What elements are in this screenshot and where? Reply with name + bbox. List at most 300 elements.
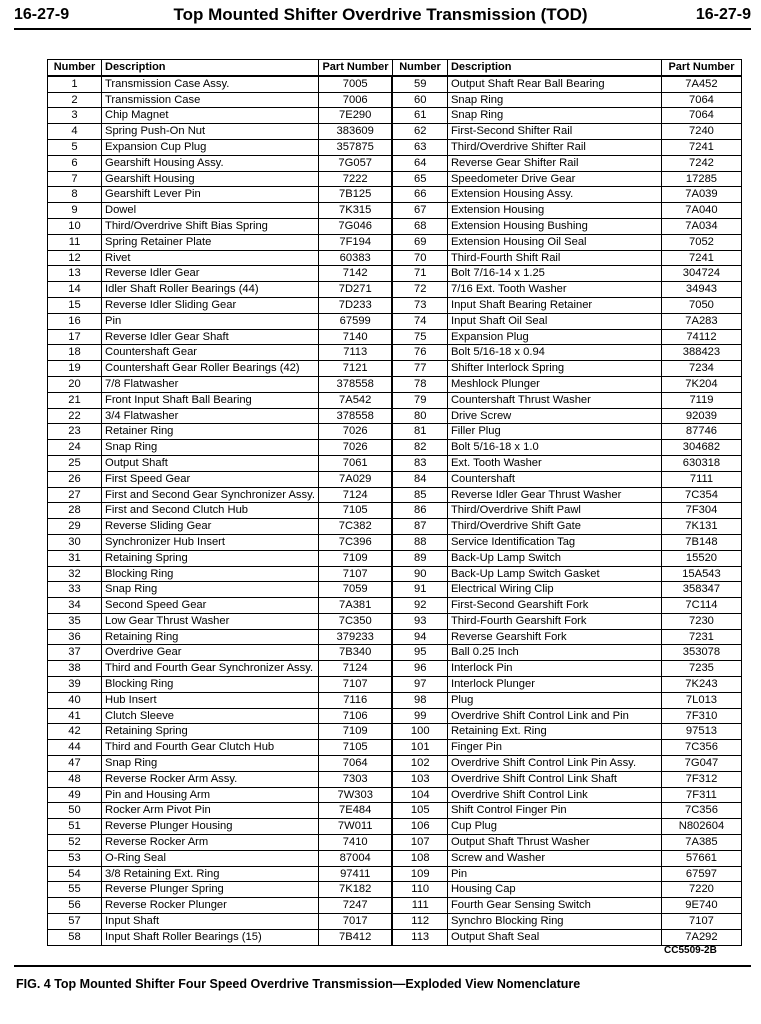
table-row <box>48 440 742 456</box>
item-number: 28 <box>48 503 102 519</box>
part-number: 7F311 <box>661 787 741 803</box>
item-description: First and Second Clutch Hub <box>102 503 319 519</box>
item-description: Low Gear Thrust Washer <box>102 613 319 629</box>
part-number: 7107 <box>318 677 392 693</box>
item-description: Idler Shaft Roller Bearings (44) <box>102 282 319 298</box>
part-number: 357875 <box>318 139 392 155</box>
table-row <box>48 566 742 582</box>
item-number: 14 <box>48 282 102 298</box>
part-number: 7C356 <box>661 803 741 819</box>
part-number: 353078 <box>661 645 741 661</box>
table-row <box>48 234 742 250</box>
item-number: 98 <box>392 692 447 708</box>
item-number: 107 <box>392 835 447 851</box>
item-description: Retaining Spring <box>102 724 319 740</box>
item-number: 47 <box>48 756 102 772</box>
item-number: 40 <box>48 692 102 708</box>
item-description: Overdrive Shift Control Link Shaft <box>447 771 661 787</box>
item-description: Blocking Ring <box>102 677 319 693</box>
item-number: 86 <box>392 503 447 519</box>
item-number: 100 <box>392 724 447 740</box>
item-description: Input Shaft Roller Bearings (15) <box>102 929 319 945</box>
part-number: 388423 <box>661 345 741 361</box>
item-number: 94 <box>392 629 447 645</box>
part-number: 7026 <box>318 440 392 456</box>
item-number: 68 <box>392 218 447 234</box>
item-description: Bolt 5/16-18 x 1.0 <box>447 440 661 456</box>
part-number: 7K315 <box>318 203 392 219</box>
item-number: 96 <box>392 661 447 677</box>
part-number: 7C356 <box>661 740 741 756</box>
part-number: 7064 <box>661 108 741 124</box>
item-description: Spring Push-On Nut <box>102 124 319 140</box>
item-number: 108 <box>392 850 447 866</box>
table-row <box>48 882 742 898</box>
item-number: 73 <box>392 297 447 313</box>
part-number: 7E290 <box>318 108 392 124</box>
item-number: 49 <box>48 787 102 803</box>
item-description: Spring Retainer Plate <box>102 234 319 250</box>
part-number: 7142 <box>318 266 392 282</box>
part-number: 7D233 <box>318 297 392 313</box>
item-number: 18 <box>48 345 102 361</box>
part-number: 67599 <box>318 313 392 329</box>
figure-caption: FIG. 4 Top Mounted Shifter Four Speed Overdrive Transmission—Exploded View Nomenclature <box>16 977 581 991</box>
part-number: 7C382 <box>318 519 392 535</box>
part-number: 7A040 <box>661 203 741 219</box>
item-number: 82 <box>392 440 447 456</box>
table-row <box>48 361 742 377</box>
item-description: 3/4 Flatwasher <box>102 408 319 424</box>
item-number: 90 <box>392 566 447 582</box>
item-description: Bolt 5/16-18 x 0.94 <box>447 345 661 361</box>
item-number: 34 <box>48 598 102 614</box>
part-number: 358347 <box>661 582 741 598</box>
part-number: 7140 <box>318 329 392 345</box>
item-description: Transmission Case <box>102 92 319 108</box>
part-number: 7241 <box>661 139 741 155</box>
item-number: 109 <box>392 866 447 882</box>
part-number: 7E484 <box>318 803 392 819</box>
item-description: Output Shaft Thrust Washer <box>447 835 661 851</box>
item-number: 57 <box>48 914 102 930</box>
part-number: 7061 <box>318 455 392 471</box>
item-number: 29 <box>48 519 102 535</box>
table-row <box>48 408 742 424</box>
item-description: Interlock Pin <box>447 661 661 677</box>
item-description: Third and Fourth Gear Clutch Hub <box>102 740 319 756</box>
item-description: Cup Plug <box>447 819 661 835</box>
part-number: 7235 <box>661 661 741 677</box>
item-number: 91 <box>392 582 447 598</box>
item-description: Drive Screw <box>447 408 661 424</box>
item-description: Service Identification Tag <box>447 534 661 550</box>
part-number: 7B125 <box>318 187 392 203</box>
page-title: Top Mounted Shifter Overdrive Transmission (TOD) <box>173 5 588 24</box>
item-description: Output Shaft Seal <box>447 929 661 945</box>
item-description: Ball 0.25 Inch <box>447 645 661 661</box>
part-number: 7106 <box>318 708 392 724</box>
part-number: 7124 <box>318 487 392 503</box>
item-number: 71 <box>392 266 447 282</box>
item-number: 55 <box>48 882 102 898</box>
part-number: 7005 <box>318 76 392 92</box>
table-row <box>48 787 742 803</box>
column-header: Number <box>48 60 102 76</box>
item-description: First and Second Gear Synchronizer Assy. <box>102 487 319 503</box>
item-description: Output Shaft Rear Ball Bearing <box>447 76 661 92</box>
item-description: Countershaft Thrust Washer <box>447 392 661 408</box>
item-number: 35 <box>48 613 102 629</box>
part-number: 7247 <box>318 898 392 914</box>
table-row <box>48 708 742 724</box>
item-number: 20 <box>48 376 102 392</box>
item-number: 32 <box>48 566 102 582</box>
part-number: 92039 <box>661 408 741 424</box>
item-description: Plug <box>447 692 661 708</box>
item-number: 80 <box>392 408 447 424</box>
item-description: Shifter Interlock Spring <box>447 361 661 377</box>
item-description: Transmission Case Assy. <box>102 76 319 92</box>
part-number: 7410 <box>318 835 392 851</box>
part-number: 7K243 <box>661 677 741 693</box>
item-description: Output Shaft <box>102 455 319 471</box>
item-number: 50 <box>48 803 102 819</box>
table-row <box>48 155 742 171</box>
item-description: Electrical Wiring Clip <box>447 582 661 598</box>
item-description: Rivet <box>102 250 319 266</box>
part-number: 7109 <box>318 724 392 740</box>
table-row <box>48 850 742 866</box>
part-number: 7124 <box>318 661 392 677</box>
item-number: 66 <box>392 187 447 203</box>
item-number: 19 <box>48 361 102 377</box>
item-description: Third/Overdrive Shift Pawl <box>447 503 661 519</box>
item-description: Retainer Ring <box>102 424 319 440</box>
part-number: 379233 <box>318 629 392 645</box>
part-number: 7105 <box>318 740 392 756</box>
part-number: 7K182 <box>318 882 392 898</box>
part-number: 7L013 <box>661 692 741 708</box>
part-number: 378558 <box>318 408 392 424</box>
table-row <box>48 297 742 313</box>
page-number-right: 16-27-9 <box>695 6 751 23</box>
part-number: 7222 <box>318 171 392 187</box>
table-row <box>48 392 742 408</box>
item-description: Expansion Plug <box>447 329 661 345</box>
item-description: Back-Up Lamp Switch Gasket <box>447 566 661 582</box>
part-number: 7111 <box>661 471 741 487</box>
part-number: 630318 <box>661 455 741 471</box>
item-description: Synchronizer Hub Insert <box>102 534 319 550</box>
item-description: Reverse Plunger Housing <box>102 819 319 835</box>
part-number: 7G046 <box>318 218 392 234</box>
part-number: 7050 <box>661 297 741 313</box>
item-description: Extension Housing Bushing <box>447 218 661 234</box>
item-number: 38 <box>48 661 102 677</box>
item-description: Meshlock Plunger <box>447 376 661 392</box>
table-row <box>48 645 742 661</box>
item-description: Reverse Idler Gear <box>102 266 319 282</box>
part-number: 7B412 <box>318 929 392 945</box>
item-description: Second Speed Gear <box>102 598 319 614</box>
item-description: Housing Cap <box>447 882 661 898</box>
part-number: 87746 <box>661 424 741 440</box>
part-number: 60383 <box>318 250 392 266</box>
item-number: 67 <box>392 203 447 219</box>
part-number: 7A542 <box>318 392 392 408</box>
table-row <box>48 250 742 266</box>
table-row <box>48 139 742 155</box>
part-number: 7064 <box>318 756 392 772</box>
caption-rule <box>14 965 751 967</box>
item-number: 106 <box>392 819 447 835</box>
item-number: 51 <box>48 819 102 835</box>
item-number: 39 <box>48 677 102 693</box>
part-number: 7K204 <box>661 376 741 392</box>
part-number: 383609 <box>318 124 392 140</box>
part-number: 7F194 <box>318 234 392 250</box>
item-number: 95 <box>392 645 447 661</box>
header-rule <box>14 28 751 30</box>
item-description: Reverse Rocker Arm <box>102 835 319 851</box>
item-description: Reverse Rocker Arm Assy. <box>102 771 319 787</box>
item-number: 27 <box>48 487 102 503</box>
part-number: 7109 <box>318 550 392 566</box>
item-number: 17 <box>48 329 102 345</box>
item-number: 33 <box>48 582 102 598</box>
part-number: 7241 <box>661 250 741 266</box>
part-number: 304724 <box>661 266 741 282</box>
part-number: 7026 <box>318 424 392 440</box>
table-row <box>48 313 742 329</box>
table-body <box>48 76 742 945</box>
page-number-left: 16-27-9 <box>14 6 70 23</box>
item-number: 15 <box>48 297 102 313</box>
item-description: First-Second Gearshift Fork <box>447 598 661 614</box>
part-number: 7B148 <box>661 534 741 550</box>
item-description: Countershaft Gear <box>102 345 319 361</box>
item-number: 44 <box>48 740 102 756</box>
item-description: 7/16 Ext. Tooth Washer <box>447 282 661 298</box>
part-number: 7G057 <box>318 155 392 171</box>
part-number: 7F304 <box>661 503 741 519</box>
table-row <box>48 471 742 487</box>
part-number: 7220 <box>661 882 741 898</box>
table-row <box>48 550 742 566</box>
item-description: O-Ring Seal <box>102 850 319 866</box>
item-number: 37 <box>48 645 102 661</box>
item-description: Front Input Shaft Ball Bearing <box>102 392 319 408</box>
table-row <box>48 724 742 740</box>
part-number: 7017 <box>318 914 392 930</box>
item-number: 112 <box>392 914 447 930</box>
item-number: 101 <box>392 740 447 756</box>
item-description: Snap Ring <box>102 440 319 456</box>
part-number: 7052 <box>661 234 741 250</box>
item-description: Input Shaft <box>102 914 319 930</box>
table-row <box>48 756 742 772</box>
item-number: 54 <box>48 866 102 882</box>
part-number: 7105 <box>318 503 392 519</box>
item-number: 16 <box>48 313 102 329</box>
item-number: 75 <box>392 329 447 345</box>
item-description: Third-Fourth Shift Rail <box>447 250 661 266</box>
item-number: 59 <box>392 76 447 92</box>
item-description: Ext. Tooth Washer <box>447 455 661 471</box>
item-description: 3/8 Retaining Ext. Ring <box>102 866 319 882</box>
item-number: 36 <box>48 629 102 645</box>
part-number: 7A039 <box>661 187 741 203</box>
part-number: 17285 <box>661 171 741 187</box>
table-row <box>48 914 742 930</box>
item-description: Expansion Cup Plug <box>102 139 319 155</box>
table-row <box>48 771 742 787</box>
item-description: Finger Pin <box>447 740 661 756</box>
part-number: 7C350 <box>318 613 392 629</box>
part-number: 7F310 <box>661 708 741 724</box>
item-description: Clutch Sleeve <box>102 708 319 724</box>
item-number: 111 <box>392 898 447 914</box>
item-number: 103 <box>392 771 447 787</box>
item-number: 93 <box>392 613 447 629</box>
item-number: 30 <box>48 534 102 550</box>
item-number: 63 <box>392 139 447 155</box>
item-number: 72 <box>392 282 447 298</box>
item-number: 48 <box>48 771 102 787</box>
item-description: Gearshift Housing <box>102 171 319 187</box>
table-row <box>48 819 742 835</box>
item-number: 26 <box>48 471 102 487</box>
part-number: 87004 <box>318 850 392 866</box>
table-row <box>48 266 742 282</box>
item-description: First Speed Gear <box>102 471 319 487</box>
item-number: 4 <box>48 124 102 140</box>
part-number: 7113 <box>318 345 392 361</box>
table-row <box>48 329 742 345</box>
table-row <box>48 424 742 440</box>
item-description: Retaining Ext. Ring <box>447 724 661 740</box>
part-number: 378558 <box>318 376 392 392</box>
table-row <box>48 345 742 361</box>
item-description: Rocker Arm Pivot Pin <box>102 803 319 819</box>
table-row <box>48 124 742 140</box>
part-number: 34943 <box>661 282 741 298</box>
item-description: Snap Ring <box>447 108 661 124</box>
table-row <box>48 76 742 92</box>
part-number: 7C354 <box>661 487 741 503</box>
item-number: 53 <box>48 850 102 866</box>
table-row <box>48 187 742 203</box>
item-description: 7/8 Flatwasher <box>102 376 319 392</box>
part-number: 74112 <box>661 329 741 345</box>
item-number: 64 <box>392 155 447 171</box>
part-number: 7B340 <box>318 645 392 661</box>
item-number: 6 <box>48 155 102 171</box>
item-number: 41 <box>48 708 102 724</box>
part-number: 7303 <box>318 771 392 787</box>
item-description: Pin <box>447 866 661 882</box>
item-number: 77 <box>392 361 447 377</box>
item-description: Reverse Idler Gear Thrust Washer <box>447 487 661 503</box>
table-row <box>48 929 742 945</box>
item-number: 13 <box>48 266 102 282</box>
item-description: Overdrive Shift Control Link <box>447 787 661 803</box>
item-number: 110 <box>392 882 447 898</box>
item-number: 8 <box>48 187 102 203</box>
part-number: 7064 <box>661 92 741 108</box>
item-description: Pin <box>102 313 319 329</box>
item-number: 65 <box>392 171 447 187</box>
item-description: Blocking Ring <box>102 566 319 582</box>
table-row <box>48 598 742 614</box>
item-number: 24 <box>48 440 102 456</box>
item-number: 5 <box>48 139 102 155</box>
item-description: Pin and Housing Arm <box>102 787 319 803</box>
item-description: Reverse Idler Sliding Gear <box>102 297 319 313</box>
part-number: 15A543 <box>661 566 741 582</box>
item-number: 105 <box>392 803 447 819</box>
part-number: 7059 <box>318 582 392 598</box>
part-number: 7107 <box>318 566 392 582</box>
item-number: 23 <box>48 424 102 440</box>
item-number: 58 <box>48 929 102 945</box>
table-row <box>48 455 742 471</box>
table-row <box>48 803 742 819</box>
nomenclature-table <box>47 59 742 946</box>
item-description: Input Shaft Bearing Retainer <box>447 297 661 313</box>
part-number: 7231 <box>661 629 741 645</box>
part-number: 7K131 <box>661 519 741 535</box>
item-number: 88 <box>392 534 447 550</box>
part-number: 7107 <box>661 914 741 930</box>
part-number: 7234 <box>661 361 741 377</box>
part-number: 15520 <box>661 550 741 566</box>
item-description: Reverse Rocker Plunger <box>102 898 319 914</box>
item-number: 1 <box>48 76 102 92</box>
item-description: First-Second Shifter Rail <box>447 124 661 140</box>
column-header: Number <box>392 60 447 76</box>
item-number: 9 <box>48 203 102 219</box>
item-number: 92 <box>392 598 447 614</box>
part-number: 7A385 <box>661 835 741 851</box>
table-row <box>48 108 742 124</box>
table-row <box>48 661 742 677</box>
item-number: 61 <box>392 108 447 124</box>
item-description: Gearshift Housing Assy. <box>102 155 319 171</box>
table-row <box>48 692 742 708</box>
part-number: 97513 <box>661 724 741 740</box>
table-row <box>48 92 742 108</box>
table-row <box>48 898 742 914</box>
item-number: 74 <box>392 313 447 329</box>
part-number: 7242 <box>661 155 741 171</box>
table-row <box>48 740 742 756</box>
item-description: Countershaft Gear Roller Bearings (42) <box>102 361 319 377</box>
item-description: Retaining Ring <box>102 629 319 645</box>
item-number: 12 <box>48 250 102 266</box>
part-number: 7G047 <box>661 756 741 772</box>
item-number: 104 <box>392 787 447 803</box>
item-description: Snap Ring <box>102 756 319 772</box>
item-description: Filler Plug <box>447 424 661 440</box>
table-row <box>48 629 742 645</box>
part-number: 57661 <box>661 850 741 866</box>
part-number: 67597 <box>661 866 741 882</box>
item-number: 81 <box>392 424 447 440</box>
table-row <box>48 503 742 519</box>
table-row <box>48 376 742 392</box>
